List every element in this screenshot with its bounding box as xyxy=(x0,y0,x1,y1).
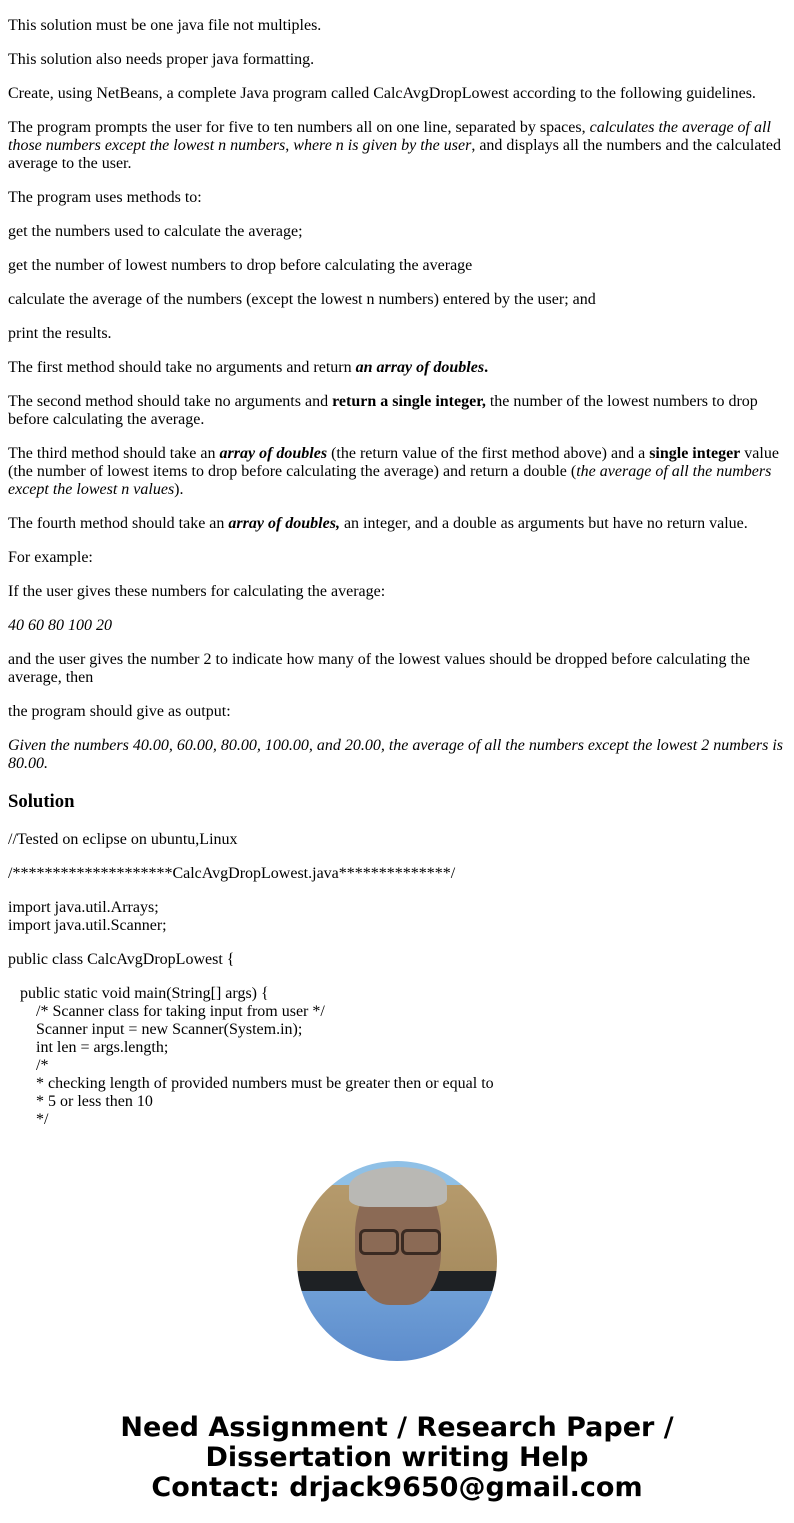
text-segment: , and displays all the numbers and the calculated average to the user. xyxy=(8,137,781,172)
text-segment: an array of doubles xyxy=(355,359,485,376)
paragraph xyxy=(8,445,786,499)
help-text: Need Assignment / Research Paper / Dissertation writing Help xyxy=(120,1412,674,1473)
text-segment: (the return value of the first method above) and a xyxy=(327,445,650,462)
text-segment: print the results. xyxy=(8,325,112,342)
code-line: public class CalcAvgDropLowest { xyxy=(8,951,235,968)
text-segment: 40 60 80 100 20 xyxy=(8,617,112,634)
text-segment: single integer xyxy=(649,445,741,462)
text-segment: For example: xyxy=(8,549,93,566)
paragraph xyxy=(8,617,786,635)
document xyxy=(8,0,786,1503)
text-segment: array of doubles xyxy=(219,445,328,462)
text-segment: Create, using NetBeans, a complete Java program called CalcAvgDropLowest according to the following guidelines. xyxy=(8,85,756,102)
paragraph xyxy=(8,85,786,103)
code-block xyxy=(8,831,786,849)
text-segment: return a single integer, xyxy=(332,393,486,410)
text-segment: an integer, and a double as arguments but have no return value. xyxy=(339,515,748,532)
text-segment: get the number of lowest numbers to drop before calculating the average xyxy=(8,257,473,274)
text-segment: The program uses methods to: xyxy=(8,189,202,206)
text-segment: the number of the lowest numbers to drop before calculating the average. xyxy=(8,393,758,428)
code-line: Scanner input = new Scanner(System.in); xyxy=(8,1021,303,1038)
text-segment: the average of all the numbers except the lowest n values xyxy=(8,463,772,498)
question-text xyxy=(8,17,786,773)
text-segment: the program should give as output: xyxy=(8,703,231,720)
glasses-right xyxy=(401,1229,441,1255)
code-line: /* Scanner class for taking input from user */ xyxy=(8,1003,325,1020)
paragraph xyxy=(8,17,786,35)
paragraph xyxy=(8,257,786,275)
paragraph xyxy=(8,325,786,343)
code-line: public static void main(String[] args) { xyxy=(8,985,269,1002)
text-segment: This solution must be one java file not multiples. xyxy=(8,17,322,34)
text-segment: Given the numbers 40.00, 60.00, 80.00, 100.00, and 20.00, the average of all the numbers except the lowest 2 numbers is 80.00. xyxy=(8,737,783,772)
paragraph xyxy=(8,51,786,69)
code-line: import java.util.Arrays; xyxy=(8,899,159,916)
text-segment: The fourth method should take an xyxy=(8,515,229,532)
code-line: /********************CalcAvgDropLowest.java**************/ xyxy=(8,865,456,882)
paragraph xyxy=(8,393,786,429)
paragraph xyxy=(8,651,786,687)
code-block xyxy=(8,865,786,883)
text-segment: where n is given by the user xyxy=(293,137,472,154)
text-segment: ). xyxy=(174,481,184,498)
text-segment: , xyxy=(285,137,294,154)
code-block xyxy=(8,985,786,1129)
text-segment: The third method should take an xyxy=(8,445,220,462)
text-segment: get the numbers used to calculate the average; xyxy=(8,223,303,240)
text-segment: The program prompts the user for five to ten numbers all on one line, separated by spaces, xyxy=(8,119,590,136)
paragraph xyxy=(8,737,786,773)
text-segment: calculates the average of all those numbers except the lowest n numbers xyxy=(8,119,771,154)
hair xyxy=(349,1167,447,1207)
text-segment: If the user gives these numbers for calculating the average: xyxy=(8,583,386,600)
paragraph xyxy=(8,703,786,721)
code-line: */ xyxy=(8,1111,49,1128)
paragraph xyxy=(8,549,786,567)
contact-email: Contact: drjack9650@gmail.com xyxy=(151,1472,643,1503)
code-line: import java.util.Scanner; xyxy=(8,917,167,934)
paragraph xyxy=(8,583,786,601)
code-line: //Tested on eclipse on ubuntu,Linux xyxy=(8,831,238,848)
text-segment: The second method should take no arguments and xyxy=(8,393,333,410)
author-photo xyxy=(297,1161,497,1361)
paragraph xyxy=(8,515,786,533)
text-segment: value (the number of lowest items to drop before calculating the average) and return a double ( xyxy=(8,445,779,480)
contact-banner xyxy=(8,1413,786,1503)
text-segment: The first method should take no arguments and return xyxy=(8,359,356,376)
code-line: /* xyxy=(8,1057,49,1074)
paragraph xyxy=(8,189,786,207)
code-line: int len = args.length; xyxy=(8,1039,169,1056)
paragraph xyxy=(8,223,786,241)
text-segment: . xyxy=(484,359,489,376)
text-segment: calculate the average of the numbers (except the lowest n numbers) entered by the user; and xyxy=(8,291,596,308)
paragraph xyxy=(8,291,786,309)
text-segment: array of doubles, xyxy=(228,515,340,532)
text-segment: This solution also needs proper java formatting. xyxy=(8,51,315,68)
code-line: * 5 or less then 10 xyxy=(8,1093,153,1110)
glasses-left xyxy=(359,1229,399,1255)
paragraph xyxy=(8,359,786,377)
code-line: * checking length of provided numbers must be greater then or equal to xyxy=(8,1075,494,1092)
paragraph xyxy=(8,119,786,173)
solution-code xyxy=(8,831,786,1129)
solution-heading: Solution xyxy=(8,791,75,812)
code-block xyxy=(8,951,786,969)
code-block xyxy=(8,899,786,935)
text-segment: and the user gives the number 2 to indicate how many of the lowest values should be dropped before calculating the average, then xyxy=(8,651,751,686)
